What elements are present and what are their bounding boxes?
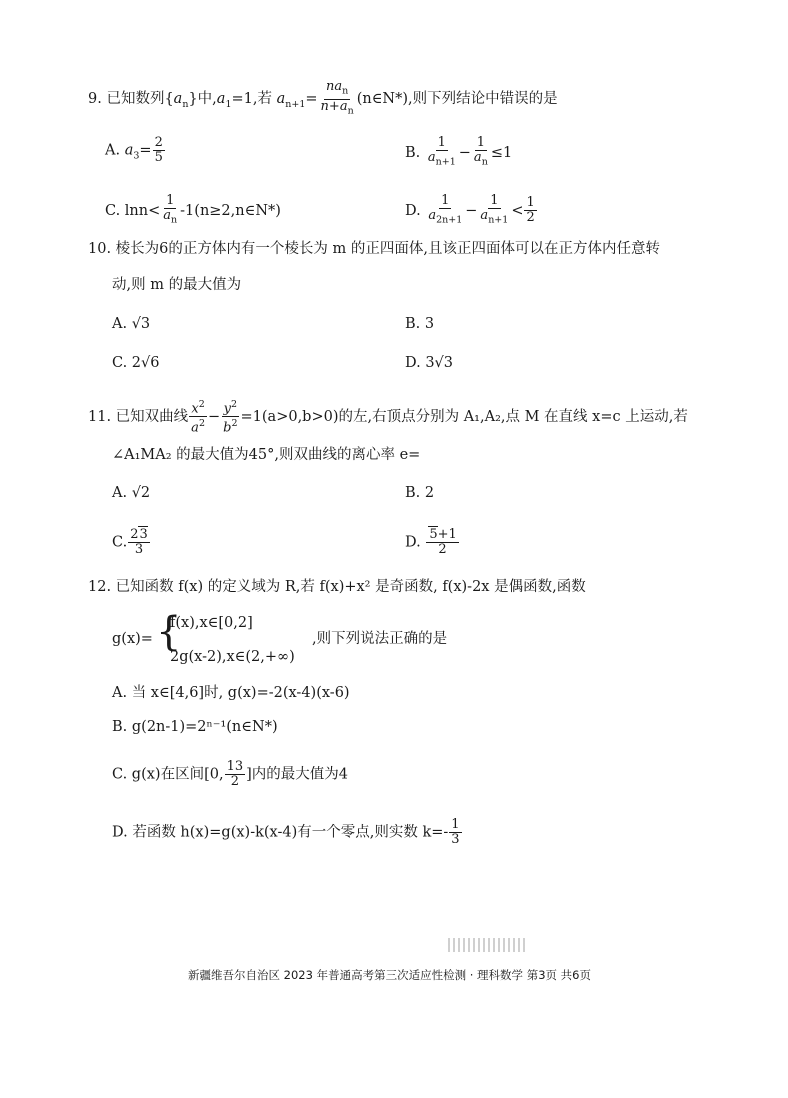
q12-option-b: B. g(2n-1)=2ⁿ⁻¹(n∈N*)	[112, 719, 278, 735]
q12-case-2: 2g(x-2),x∈(2,+∞)	[170, 649, 295, 665]
q11-option-b: B. 2	[405, 485, 435, 501]
q10-option-c: C. 2√6	[112, 355, 160, 371]
q9-fraction: $\frac{na_n}{n+a_n}$	[320, 79, 354, 117]
scan-mark	[448, 938, 528, 952]
q12-option-c: C. g(x)在区间[0, $\frac{13}{2}$ ]内的最大值为4	[112, 759, 348, 789]
page-footer: 新疆维吾尔自治区 2023 年普通高考第三次适应性检测 · 理科数学 第3页 共6页	[188, 968, 591, 982]
q12-option-a: A. 当 x∈[4,6]时, g(x)=-2(x-4)(x-6)	[112, 685, 350, 701]
q12-case-1: f(x),x∈[0,2]	[170, 615, 253, 631]
q10-option-b: B. 3	[405, 316, 435, 332]
q11-option-a: A. √2	[112, 485, 151, 501]
q9-option-a: A. $a_3=$ $\frac{2}{5}$	[105, 135, 163, 165]
q11-option-d: D. $\frac{5+1}{2}$	[405, 527, 457, 557]
q12-g-tail: ,则下列说法正确的是	[312, 631, 448, 647]
q12-g-label: g(x)=	[112, 631, 153, 647]
q11-line-1: 11. 已知双曲线 $\frac{x^2}{a^2}$ − $\frac{y^2}{b^2}$ =1(a>0,b>0)的左,右顶点分别为 A₁,A₂,点 M 在直线 x=c 上运动,若	[88, 399, 688, 436]
q9-stem-a: 9. 已知数列{	[88, 91, 174, 108]
q9-stem-b: }中,	[188, 91, 217, 108]
q10-line-1: 10. 棱长为6的正方体内有一个棱长为 m 的正四面体,且该正四面体可以在正方体内任意转	[88, 241, 660, 257]
q11-line-2: ∠A₁MA₂ 的最大值为45°,则双曲线的离心率 e=	[112, 447, 421, 463]
q10-line-2: 动,则 m 的最大值为	[112, 277, 242, 293]
q9-stem: 9. 已知数列$\{a_n\}$中$,a_1=1$,若 $a_{n+1}=$ $\frac{na_n}{n+a_n}$ (n∈N*),则下列结论中错误的是	[88, 79, 558, 117]
piecewise-brace-icon: {	[156, 609, 182, 655]
q9-option-c: C. lnn< $\frac{1}{a_n}$ -1(n≥2,n∈N*)	[105, 193, 281, 226]
q9-option-b: B. $\frac{1}{a_{n+1}}$ − $\frac{1}{a_n}$ ≤1	[405, 135, 513, 168]
q9-stem-c: =1,若	[231, 91, 272, 108]
q12-option-d: D. 若函数 h(x)=g(x)-k(x-4)有一个零点,则实数 k=- $\frac{1}{3}$	[112, 817, 460, 847]
q12-line-1: 12. 已知函数 f(x) 的定义域为 R,若 f(x)+x² 是奇函数, f(x)-2x 是偶函数,函数	[88, 579, 586, 595]
q10-option-a: A. √3	[112, 316, 151, 332]
q11-option-c: C. $\frac{23}{3}$	[112, 527, 148, 557]
q9-stem-d: (n∈N*),则下列结论中错误的是	[356, 91, 558, 108]
q9-option-d: D. $\frac{1}{a_{2n+1}}$ − $\frac{1}{a_{n+1}}$ < $\frac{1}{2}$	[405, 193, 535, 226]
q10-option-d: D. 3√3	[405, 355, 454, 371]
